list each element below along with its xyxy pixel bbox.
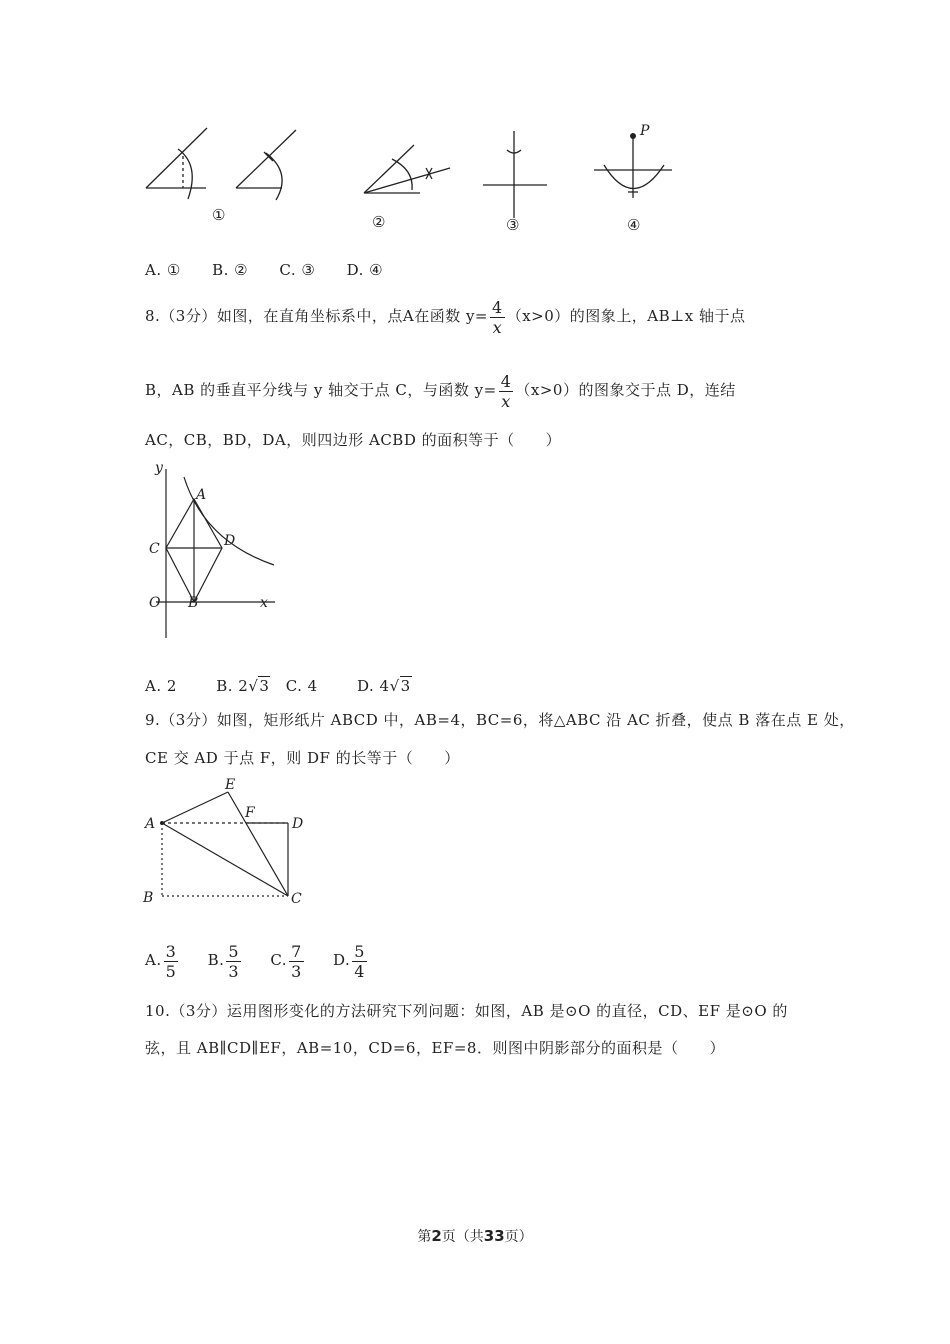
q8-line-2	[145, 370, 736, 411]
q9-options	[145, 938, 395, 982]
q9-label-c: C	[291, 891, 302, 907]
q8-label-x: x	[260, 595, 268, 611]
q8-line-1-pre: 8.（3分）如图，在直角坐标系中，点A在函数 y=	[145, 307, 488, 325]
q7-option-b[interactable]: B. ②	[212, 261, 249, 279]
q9-figure	[140, 772, 320, 912]
q7-figure-label-4: ④	[627, 216, 641, 234]
q10-line-1: 10.（3分）运用图形变化的方法研究下列问题：如图，AB 是⊙O 的直径，CD、EF 是⊙O 的	[145, 1002, 788, 1020]
q9-option-d[interactable]: D. $\frac{5}{4}$	[333, 941, 365, 981]
q9-option-b[interactable]: B. $\frac{5}{3}$	[207, 941, 240, 981]
q8-label-o: O	[149, 595, 161, 611]
q8-option-c[interactable]: C. 4	[285, 677, 318, 695]
q7-figure-label-1: ①	[212, 206, 226, 224]
q8-figure	[140, 455, 290, 645]
footer-total-pages: 33	[483, 1227, 505, 1245]
q7-options	[145, 260, 409, 280]
q8-line-3: AC，CB，BD，DA，则四边形 ACBD 的面积等于（ ）	[145, 431, 562, 449]
q8-label-b: B	[188, 595, 199, 611]
q8-fraction-2: $\frac{4}{x}$	[500, 371, 512, 411]
q8-option-a[interactable]: A. 2	[145, 677, 177, 695]
q8-fraction-1: $\frac{4}{x}$	[492, 297, 503, 337]
q7-option-c[interactable]: C. ③	[279, 261, 316, 279]
q8-label-d: D	[224, 533, 236, 549]
page-footer: 第2页（共33页）	[417, 1227, 533, 1245]
q9-line-1: 9.（3分）如图，矩形纸片 ABCD 中，AB=4，BC=6，将△ABC 沿 AC 折叠，使点 B 落在点 E 处，	[145, 711, 855, 729]
q9-option-c[interactable]: C. $\frac{7}{3}$	[270, 941, 302, 981]
q9-label-b: B	[143, 890, 154, 906]
q7-construction-figures	[130, 115, 690, 240]
q7-figure-label-2: ②	[372, 213, 386, 231]
q9-option-a[interactable]: A. $\frac{3}{5}$	[145, 941, 177, 981]
q7-point-p	[630, 133, 636, 139]
q8-option-d[interactable]: D. 4√3	[357, 677, 411, 695]
q9-label-a: A	[145, 816, 156, 832]
q8-line-2-pre: B，AB 的垂直平分线与 y 轴交于点 C，与函数 y=	[145, 381, 497, 399]
footer-page-number: 2	[431, 1227, 442, 1245]
q9-label-e: E	[225, 777, 236, 793]
q8-label-c: C	[149, 541, 160, 557]
q7-figure-label-3: ③	[506, 216, 520, 234]
q9-line-2: CE 交 AD 于点 F，则 DF 的长等于（ ）	[145, 749, 460, 767]
q8-line-1	[145, 296, 745, 337]
q8-line-2-post: （x>0）的图象交于点 D，连结	[515, 381, 736, 399]
q9-label-d: D	[292, 816, 304, 832]
q8-line-1-post: （x>0）的图象上，AB⊥x 轴于点	[506, 307, 746, 325]
q7-option-d[interactable]: D. ④	[346, 261, 384, 279]
q10-line-2: 弦，且 AB∥CD∥EF，AB=10，CD=6，EF=8．则图中阴影部分的面积是（ ）	[145, 1039, 725, 1057]
q8-label-y: y	[155, 460, 163, 476]
q7-label-p: P	[640, 123, 650, 139]
q8-label-a: A	[196, 487, 207, 503]
q8-option-b[interactable]: B. 2√3	[216, 677, 270, 695]
q8-options	[145, 676, 438, 696]
q9-label-f: F	[245, 805, 255, 821]
q7-option-a[interactable]: A. ①	[145, 261, 181, 279]
